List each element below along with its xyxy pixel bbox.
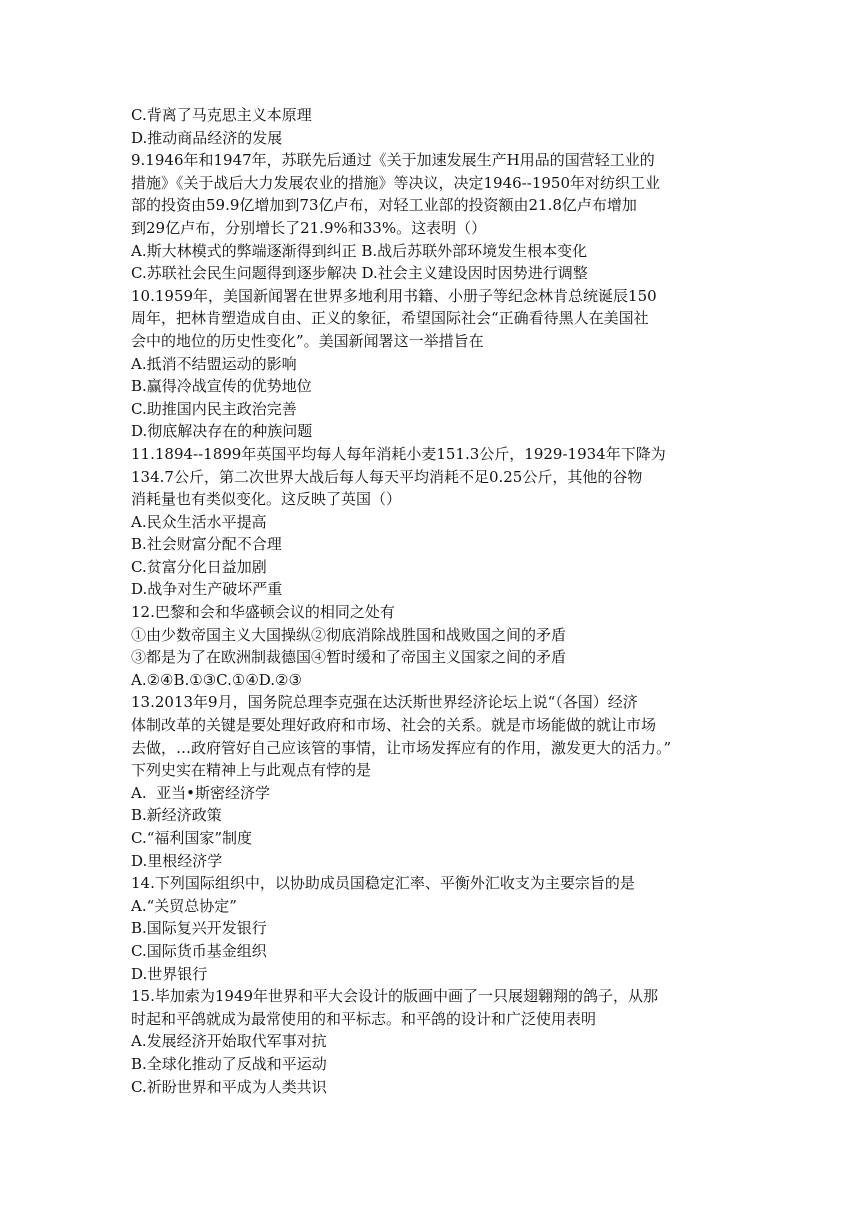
option-line: A.“关贸总协定” bbox=[131, 896, 237, 915]
option-line: B.新经济政策 bbox=[131, 806, 222, 825]
option-line: B.社会财富分配不合理 bbox=[131, 535, 282, 554]
option-line: C.助推国内民主政治完善 bbox=[131, 399, 297, 418]
option-line: C.贫富分化日益加剧 bbox=[131, 557, 267, 576]
question-15-stem: 15.毕加索为1949年世界和平大会设计的版画中画了一只展翅翱翔的鸽子，从那 bbox=[131, 987, 659, 1006]
question-9-stem: 9.1946年和1947年，苏联先后通过《关于加速发展生产H用品的国营轻工业的 bbox=[131, 151, 655, 170]
option-line: B.国际复兴开发银行 bbox=[131, 919, 267, 938]
option-line: D.彻底解决存在的种族问题 bbox=[131, 422, 313, 441]
text-line: 时起和平鸽就成为最常使用的和平标志。和平鸽的设计和广泛使用表明 bbox=[131, 1009, 597, 1028]
question-10-stem: 10.1959年，美国新闻署在世界多地利用书籍、小册子等纪念林肯总统诞辰150 bbox=[131, 286, 657, 305]
text-line: 到29亿卢布，分别增长了21.9%和33%。这表明（） bbox=[131, 218, 487, 237]
text-line: 体制改革的关键是要处理好政府和市场、社会的关系。就是市场能做的就让市场 bbox=[131, 716, 657, 735]
text-line: 消耗量也有类似变化。这反映了英国（） bbox=[131, 490, 402, 509]
text-line: 措施》《关于战后大力发展农业的措施》等决议，决定1946--1950年对纺织工业 bbox=[131, 173, 660, 192]
question-14-stem: 14.下列国际组织中，以协助成员国稳定汇率、平衡外汇收支为主要宗旨的是 bbox=[131, 874, 635, 893]
text-line: 周年，把林肯塑造成自由、正义的象征，希望国际社会“正确看待黑人在美国社 bbox=[131, 309, 649, 328]
option-line: C.苏联社会民生问题得到逐步解决 D.社会主义建设因时因势进行调整 bbox=[131, 264, 588, 283]
option-line: D.战争对生产破坏严重 bbox=[131, 580, 283, 599]
option-line: A.斯大林模式的弊端逐渐得到纠正 B.战后苏联外部环境发生根本变化 bbox=[131, 241, 588, 260]
option-line: A.②④B.①③C.①④D.②③ bbox=[131, 670, 302, 689]
option-line: B.赢得冷战宣传的优势地位 bbox=[131, 377, 312, 396]
option-line: C.祈盼世界和平成为人类共识 bbox=[131, 1077, 327, 1096]
option-line: A. 亚当•斯密经济学 bbox=[131, 783, 270, 802]
text-line: C.背离了马克思主义本原理 bbox=[131, 106, 312, 124]
document-body bbox=[131, 104, 731, 1098]
option-line: D.里根经济学 bbox=[131, 851, 223, 870]
option-line: D.世界银行 bbox=[131, 964, 208, 983]
text-line: 下列史实在精神上与此观点有悖的是 bbox=[131, 761, 372, 780]
option-line: A.抵消不结盟运动的影响 bbox=[131, 354, 297, 373]
option-line: B.全球化推动了反战和平运动 bbox=[131, 1054, 327, 1073]
text-line: ③都是为了在欧洲制裁德国④暂时缓和了帝国主义国家之间的矛盾 bbox=[131, 648, 567, 667]
option-line: C.“福利国家”制度 bbox=[131, 829, 253, 847]
text-line: D.推动商品经济的发展 bbox=[131, 128, 283, 147]
question-13-stem: 13.2013年9月，国务院总理李克强在达沃斯世界经济论坛上说“（各国）经济 bbox=[131, 693, 638, 712]
question-12-stem: 12.巴黎和会和华盛顿会议的相同之处有 bbox=[131, 603, 395, 622]
text-line: 去做，…政府管好自己应该管的事情，让市场发挥应有的作用，激发更大的活力。” bbox=[131, 738, 672, 757]
text-line: 会中的地位的历史性变化”。美国新闻署这一举措旨在 bbox=[131, 331, 484, 350]
option-line: A.发展经济开始取代军事对抗 bbox=[131, 1032, 327, 1051]
question-11-stem: 11.1894--1899年英国平均每人每年消耗小麦151.3公斤，1929-1934年下降为 bbox=[131, 444, 666, 463]
text-line: ①由少数帝国主义大国操纵②彻底消除战胜国和战败国之间的矛盾 bbox=[131, 625, 567, 644]
text-line: 部的投资由59.9亿增加到73亿卢布，对轻工业部的投资额由21.8亿卢布增加 bbox=[131, 196, 637, 215]
text-line: 134.7公斤，第二次世界大战后每人每天平均消耗不足0.25公斤，其他的谷物 bbox=[131, 467, 643, 486]
option-line: C.国际货币基金组织 bbox=[131, 941, 267, 960]
option-line: A.民众生活水平提高 bbox=[131, 512, 267, 531]
